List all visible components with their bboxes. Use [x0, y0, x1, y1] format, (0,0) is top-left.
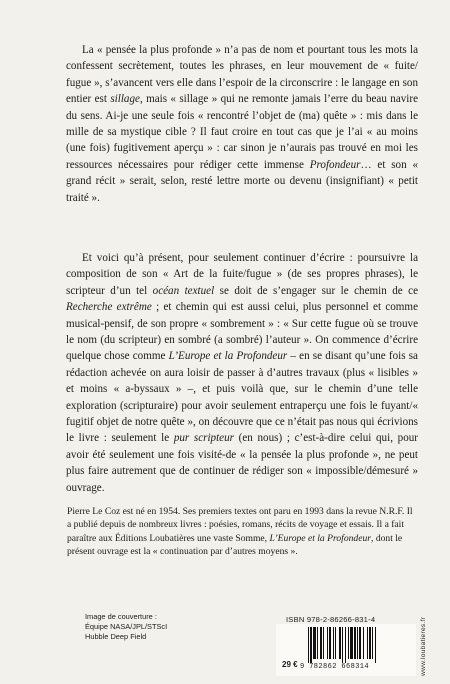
publisher-url: www.loubatieres.fr	[420, 616, 427, 676]
text-run: se doit de s’engager sur le chemin de ce	[214, 284, 418, 297]
text-run: , mais « sillage » qui ne remonte jamais l’erre du beau navire du sens. Ai-je une seule fois « rencontré l’objet de (ma) quête » : mis dans le mille de sa mystique cible ? Il faut croire en tout cas que je l’ai « au moins (une fois) fugitivement aperçu » : car sinon je n’aurais pas trouvé en moi les ressources nécessaires pour rédiger cette immense	[66, 93, 419, 171]
credit-line-3: Hubble Deep Field	[85, 632, 147, 641]
text-run: … et son « grand récit » serait, selon, resté lettre morte ou devenu (insignifiant) « petit traité ».	[66, 158, 418, 204]
text-run: Pierre Le Coz est né en 1954. Ses premiers textes ont paru en 1993 dans la revue N.R.F. Il a publié depuis de nombreux livres : poésies, romans, récits de voyage et essais. Il a fait paraître aux Éditions Loubatières une vaste Somme,	[67, 506, 413, 544]
author-bio	[67, 505, 415, 559]
blurb-paragraph-1	[66, 42, 418, 206]
text-run: La « pensée la plus profonde » n’a pas de nom et pourtant tous les mots la confessent secrètement, toutes les phrases, en leur mouvement de « fuite/ fugue », s’avancent vers elle dans l’espoir de la circonscrire : le langage en son entier est	[66, 44, 418, 106]
italic-run: Profondeur	[309, 158, 361, 171]
italic-run: pur scripteur	[173, 432, 234, 445]
italic-run: L’Europe et la Profondeur	[269, 532, 372, 544]
text-run: Et voici qu’à présent, pour seulement continuer d’écrire : poursuivre la composition de son « Art de la fuite/fugue » (de ses propres phrases), le scripteur d’un tel	[66, 252, 418, 297]
cover-image-credit	[85, 612, 205, 642]
text-run: – en se disant qu’une fois sa rédaction achevée on aura loisir de passer à d’autres travaux (plus « lisibles » et moins « a-byssaux » –, et puis voilà que, sur le chemin d’une telle exploration (scripturaire) pour avoir seulement entraperçu une fois le fuyant/« fugitif objet de notre quête », on découvre que ce n’était pas nous qui écrivions le livre : seulement le	[66, 350, 418, 445]
italic-run: Recherche extrême	[66, 301, 152, 314]
text-run: (en nous) ; c’est-à-dire celui qui, pour avoir été seulement une fois visité-de « la pensée la plus profonde », ne peut plus faire autrement que de continuer de rédiger son « impossible/démesuré » ouvrage.	[66, 432, 418, 494]
italic-run: L’Europe et la Profondeur	[168, 350, 288, 363]
barcode-icon	[306, 627, 410, 663]
text-run: ; et chemin qui est aussi celui, plus personnel et comme musical-pensif, de son propre « sombrement » : « Sur cette fugue où se trouve le nom (du scripteur) en sombré (a sombré) l’auteur ». On commence d’écrire quelque chose comme	[66, 301, 418, 363]
italic-run: océan textuel	[152, 284, 215, 297]
price-label: 29 €	[282, 660, 298, 669]
blurb-paragraph-2	[66, 250, 418, 496]
barcode-digits: 9 782862 668314	[300, 663, 370, 671]
text-run: , dont le présent ouvrage est la « continuation par d’autres moyens ».	[67, 532, 403, 558]
isbn-label: ISBN 978-2-86266-831-4	[286, 615, 376, 624]
credit-line-1: Image de couverture :	[85, 612, 157, 621]
italic-run: sillage	[110, 93, 140, 106]
credit-line-2: Équipe NASA/JPL/STScI	[85, 622, 168, 631]
